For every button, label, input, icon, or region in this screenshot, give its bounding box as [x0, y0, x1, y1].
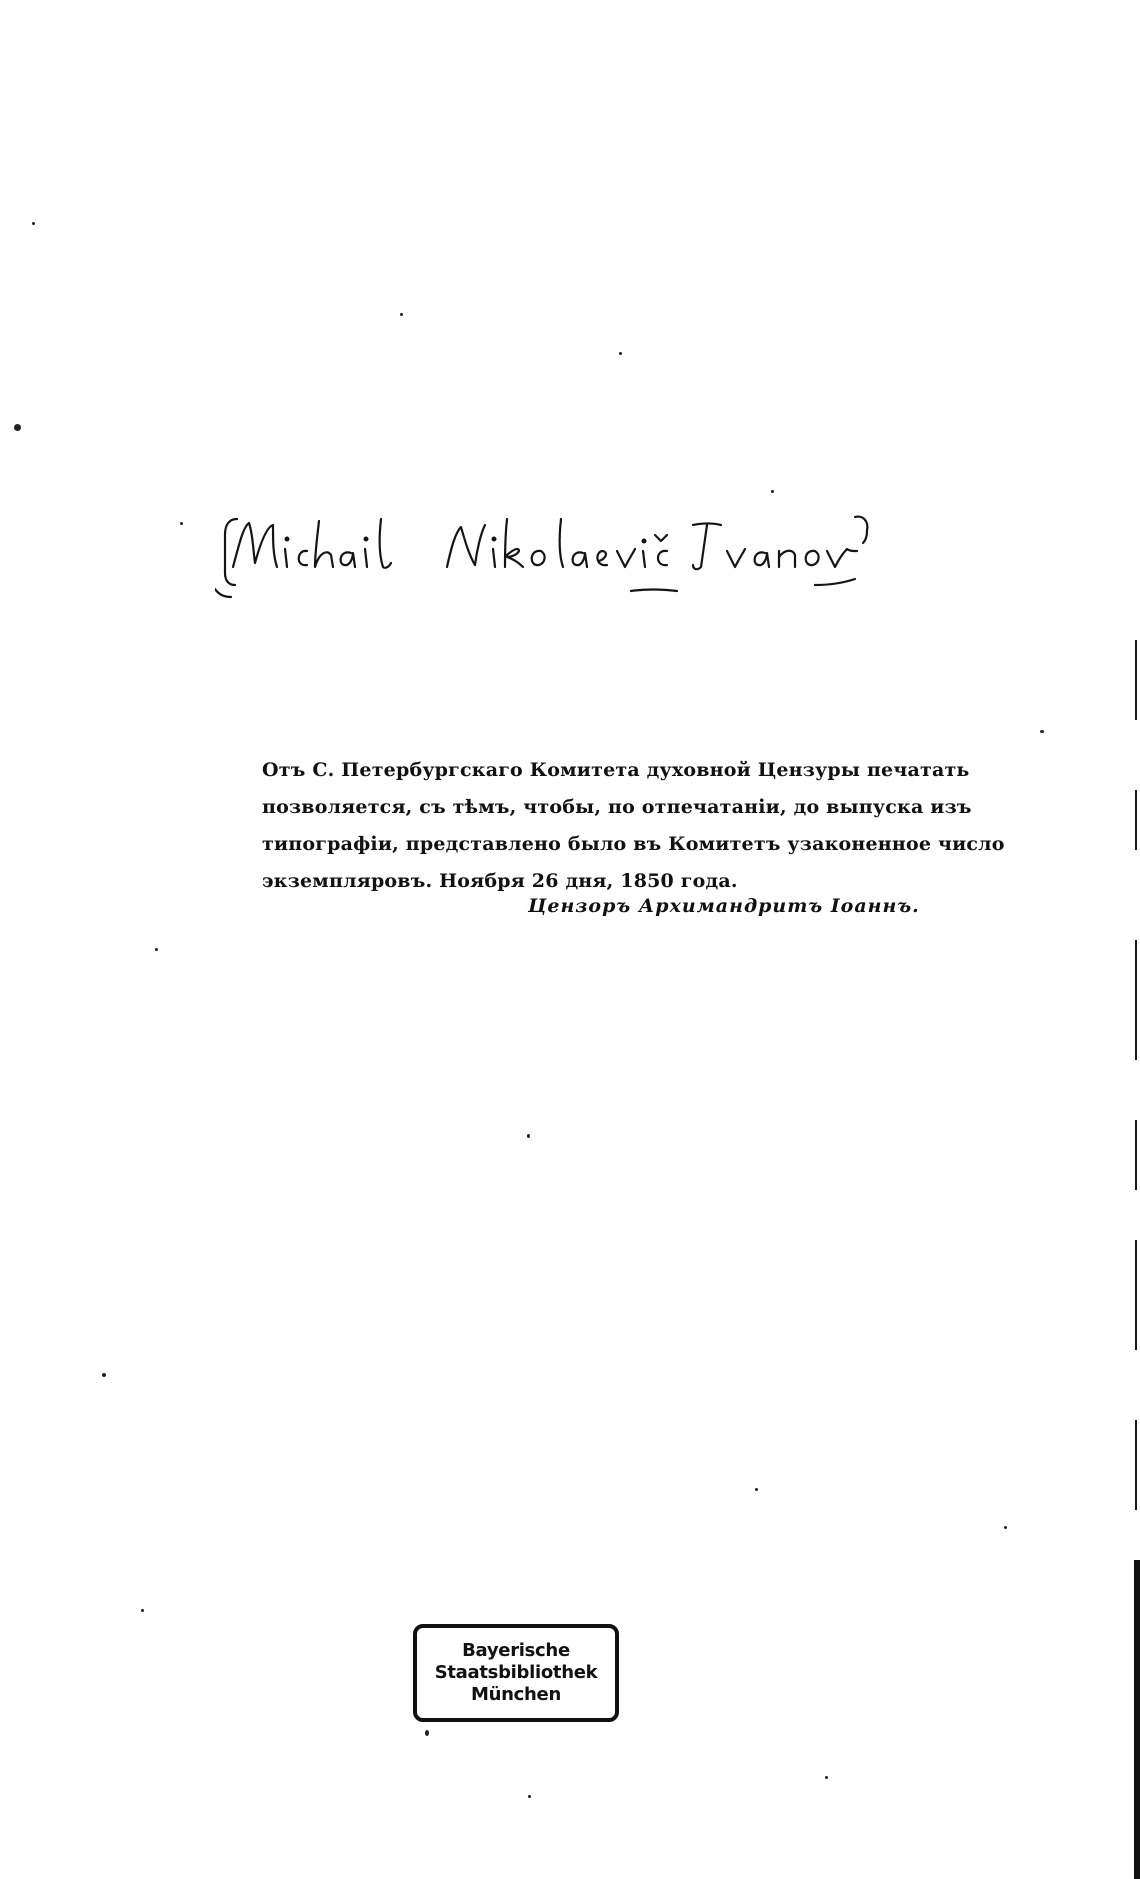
- stamp-line: Bayerische: [462, 1640, 570, 1661]
- page-edge-mark: [1135, 1120, 1137, 1190]
- censorship-approval: [262, 752, 1005, 900]
- approval-line: типографіи, представлено было въ Комитетъ узаконенное число: [262, 833, 1005, 855]
- stamp-text: [417, 1640, 615, 1706]
- approval-line: позволяется, съ тѣмъ, чтобы, по отпечатаніи, до выпуска изъ: [262, 796, 972, 818]
- scan-speck: [1004, 1526, 1007, 1529]
- scan-speck: [155, 948, 158, 951]
- handwritten-note: [215, 505, 875, 615]
- scan-speck: [400, 313, 403, 316]
- scan-speck: [14, 424, 21, 431]
- page-edge-mark: [1135, 1240, 1137, 1350]
- scan-speck: [425, 1730, 429, 1736]
- page-edge-mark: [1135, 940, 1137, 1060]
- approval-line: экземпляровъ. Ноября 26 дня, 1850 года.: [262, 870, 738, 892]
- scan-speck: [1040, 730, 1044, 733]
- page-edge-mark: [1135, 1420, 1137, 1510]
- scan-speck: [180, 522, 183, 525]
- censor-signature: Цензоръ Архимандритъ Іоаннъ.: [528, 895, 920, 917]
- scan-speck: [102, 1373, 106, 1377]
- scan-speck: [619, 352, 622, 355]
- scan-speck: [528, 1795, 531, 1798]
- page-edge-shadow: [1134, 1560, 1140, 1879]
- page-edge-mark: [1135, 790, 1137, 850]
- page-edge-mark: [1135, 640, 1137, 720]
- scan-speck: [755, 1488, 758, 1491]
- approval-line: Отъ С. Петербургскаго Комитета духовной Цензуры печатать: [262, 759, 970, 781]
- library-stamp: [413, 1624, 619, 1722]
- stamp-line: München: [471, 1684, 561, 1705]
- scan-speck: [527, 1134, 530, 1138]
- scan-speck: [32, 222, 35, 225]
- scan-speck: [825, 1776, 828, 1779]
- stamp-line: Staatsbibliothek: [434, 1662, 598, 1683]
- scan-speck: [141, 1609, 144, 1612]
- scan-speck: [771, 490, 774, 493]
